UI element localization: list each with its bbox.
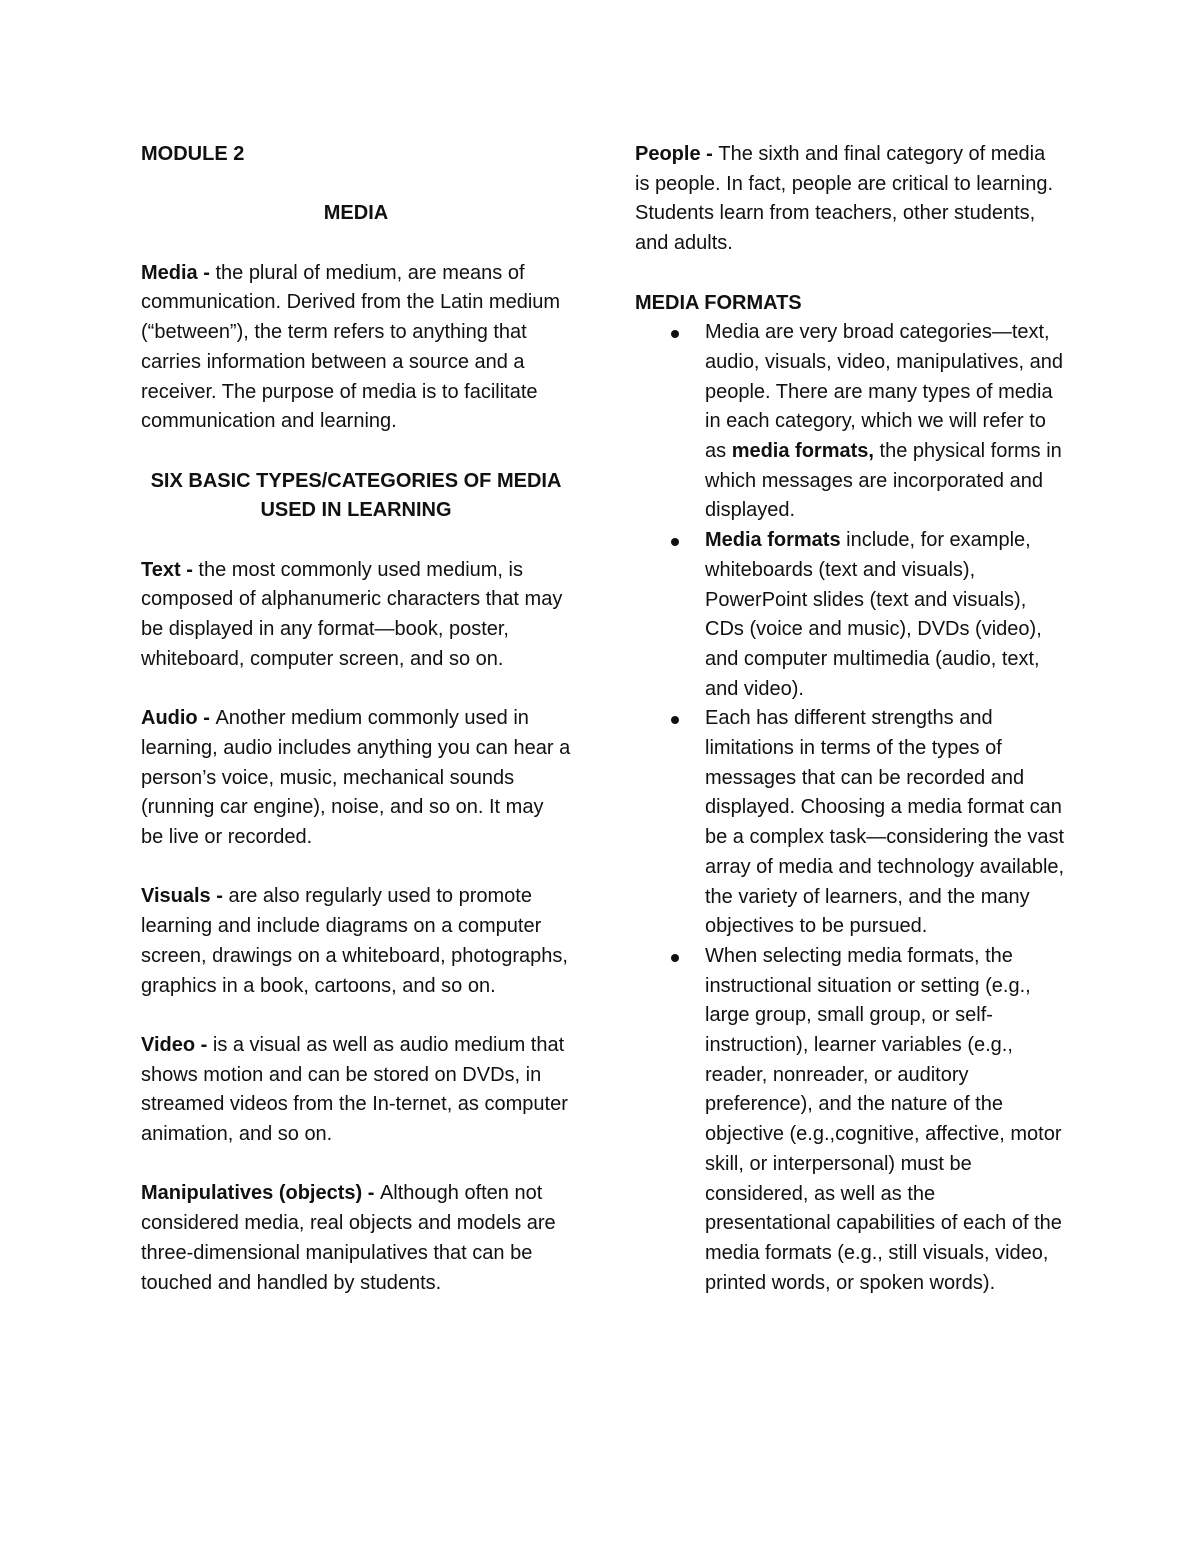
text-definition: Text - the most commonly used medium, is composed of alphanumeric characters that may be displayed in any format—book, poster, whiteboard, computer screen, and so on. (141, 558, 563, 670)
visuals-term: Visuals - (141, 885, 229, 908)
list-item: Media are very broad categories—text, audio, visuals, video, manipulatives, and people. There are many types of media in each category, which we will refer to as media formats, the physical forms in which messages are incorporated and displayed. (635, 318, 1065, 526)
formats-bullet-list (635, 318, 1065, 1298)
page-title: MEDIA (323, 202, 389, 225)
audio-definition: Audio - Another medium commonly used in learning, audio includes anything you can hear a person’s voice, music, mechanical sounds (running car engine), noise, and so on. It may be live or recorded. (141, 707, 571, 849)
bullet-dot-icon (671, 716, 679, 724)
bullet-dot-icon (671, 330, 679, 338)
media-definition: Media - the plural of medium, are means of communication. Derived from the Latin medium (“between”), the term refers to anything that carries information between a source and a receiver. The purpose of media is to facilitate communication and learning. (141, 261, 561, 433)
media-term: Media - (141, 261, 216, 284)
list-item: Media formats include, for example, whiteboards (text and visuals), PowerPoint slides (text and visuals), CDs (voice and music), DVDs (video), and computer multimedia (audio, text, and video). (635, 526, 1065, 704)
audio-term: Audio - (141, 707, 216, 730)
visuals-definition: Visuals - are also regularly used to promote learning and include diagrams on a computer screen, drawings on a whiteboard, photographs, graphics in a book, cartoons, and so on. (141, 885, 568, 997)
manipulatives-term: Manipulatives (objects) - (141, 1182, 380, 1205)
right-column (635, 140, 1065, 1298)
video-definition: Video - is a visual as well as audio medium that shows motion and can be stored on DVDs, in streamed videos from the In-ternet, as computer animation, and so on. (141, 1033, 568, 1146)
module-label: MODULE 2 (141, 143, 245, 165)
people-term: People - (635, 143, 719, 165)
text-term: Text - (141, 558, 199, 581)
bullet-dot-icon (671, 954, 679, 962)
manipulatives-definition: Manipulatives (objects) - Although often not considered media, real objects and models are three-dimensional manipulatives that can be touched and handled by students. (141, 1182, 556, 1294)
people-definition: People - The sixth and final category of media is people. In fact, people are critical to learning. Students learn from teachers, other students, and adults. (635, 143, 1054, 255)
bullet-dot-icon (671, 538, 679, 546)
section-heading-types: SIX BASIC TYPES/CATEGORIES OF MEDIA USED IN LEARNING (150, 469, 562, 522)
left-column (141, 140, 571, 1298)
video-term: Video - (141, 1033, 213, 1056)
list-item: When selecting media formats, the instructional situation or setting (e.g., large group, small group, or self-instruction), learner variables (e.g., reader, nonreader, or auditory preference), and the nature of the objective (e.g.,cognitive, affective, motor skill, or interpersonal) must be considered, as well as the presentational capabilities of each of the media formats (e.g., still visuals, video, printed words, or spoken words). (635, 942, 1065, 1298)
list-item: Each has different strengths and limitations in terms of the types of messages that can be recorded and displayed. Choosing a media format can be a complex task—considering the vast array of media and technology available, the variety of learners, and the many objectives to be pursued. (635, 704, 1065, 942)
section-heading-formats: MEDIA FORMATS (635, 291, 802, 314)
